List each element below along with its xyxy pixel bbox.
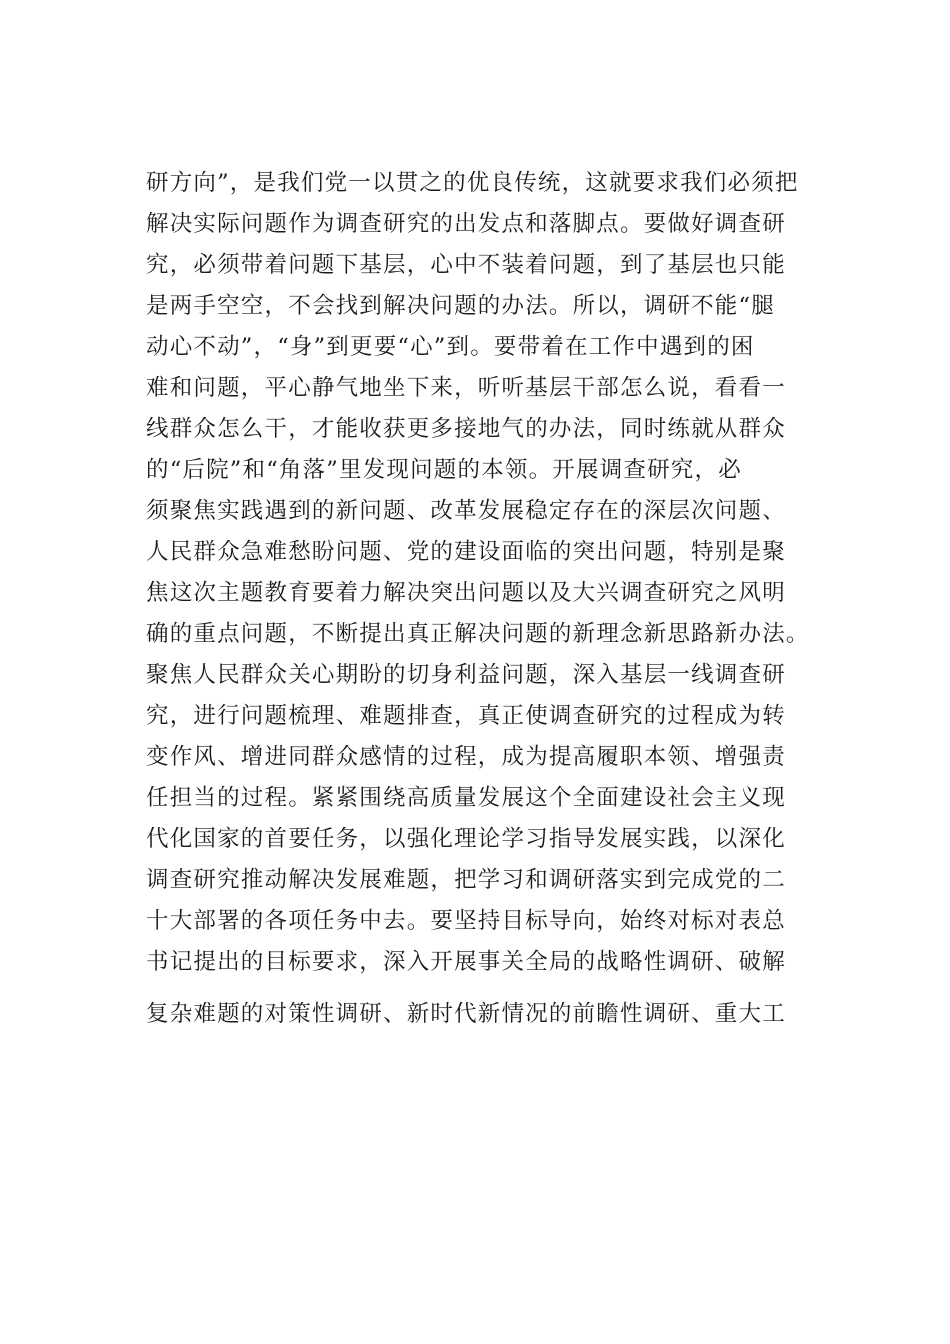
- text-line: 线群众怎么干，才能收获更多接地气的办法，同时练就从群众: [146, 416, 786, 442]
- text-line: 究，进行问题梳理、难题排查，真正使调查研究的过程成为转: [146, 703, 786, 729]
- text-line: 须聚焦实践遇到的新问题、改革发展稳定存在的深层次问题、: [146, 498, 786, 524]
- text-line: 解决实际问题作为调查研究的出发点和落脚点。要做好调查研: [146, 211, 786, 237]
- text-line: 确的重点问题，不断提出真正解决问题的新理念新思路新办法。: [146, 621, 810, 647]
- text-line: 的“后院”和“角落”里发现问题的本领。开展调查研究，必: [146, 457, 742, 483]
- text-line: 十大部署的各项任务中去。要坚持目标导向，始终对标对表总: [146, 908, 786, 934]
- text-line: 是两手空空，不会找到解决问题的办法。所以，调研不能“腿: [146, 293, 775, 319]
- text-line: 聚焦人民群众关心期盼的切身利益问题，深入基层一线调查研: [146, 662, 786, 688]
- text-line: 变作风、增进同群众感情的过程，成为提高履职本领、增强责: [146, 744, 786, 770]
- body-paragraph: [146, 163, 810, 1035]
- text-line: 代化国家的首要任务，以强化理论学习指导发展实践，以深化: [146, 826, 786, 852]
- text-line: 调查研究推动解决发展难题，把学习和调研落实到完成党的二: [146, 867, 786, 893]
- text-line: 书记提出的目标要求，深入开展事关全局的战略性调研、破解: [146, 949, 786, 975]
- text-line: 难和问题，平心静气地坐下来，听听基层干部怎么说，看看一: [146, 375, 786, 401]
- text-line: 动心不动”，“身”到更要“心”到。要带着在工作中遇到的困: [146, 334, 755, 360]
- text-line: 焦这次主题教育要着力解决突出问题以及大兴调查研究之风明: [146, 580, 786, 606]
- text-line: 复杂难题的对策性调研、新时代新情况的前瞻性调研、重大工: [146, 1001, 786, 1027]
- text-line: 人民群众急难愁盼问题、党的建设面临的突出问题，特别是聚: [146, 539, 786, 565]
- text-line: 究，必须带着问题下基层，心中不装着问题，到了基层也只能: [146, 252, 786, 278]
- text-line: 任担当的过程。紧紧围绕高质量发展这个全面建设社会主义现: [146, 785, 786, 811]
- text-line: 研方向”，是我们党一以贯之的优良传统，这就要求我们必须把: [146, 170, 799, 196]
